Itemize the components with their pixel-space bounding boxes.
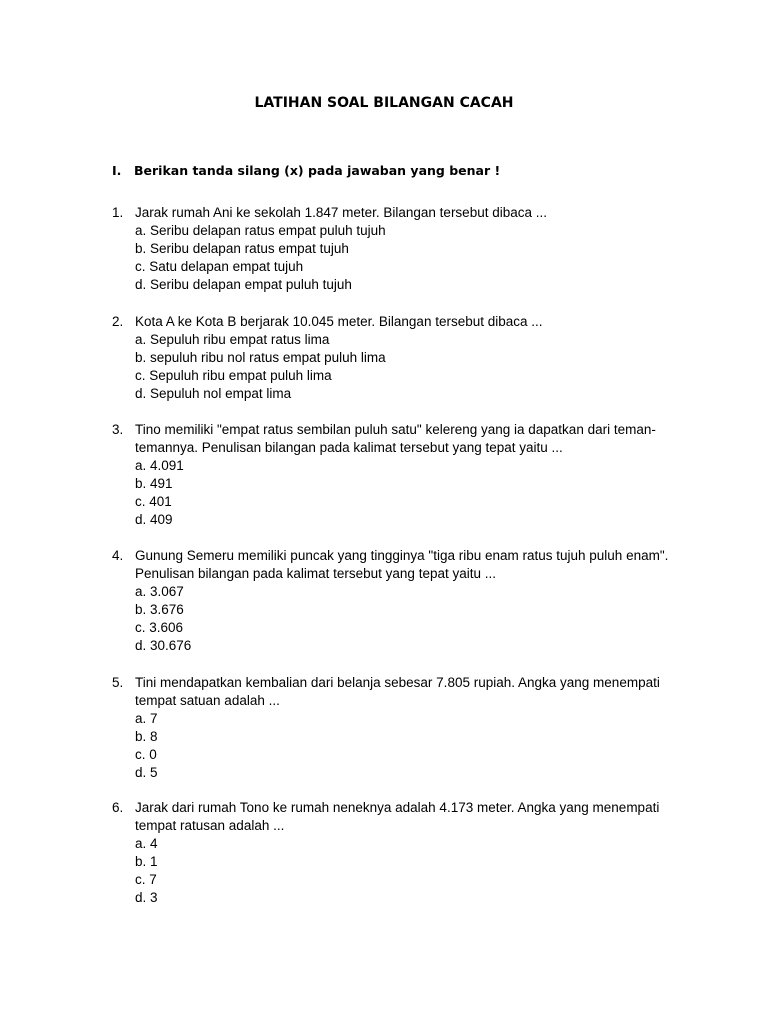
question-number: 5.: [112, 675, 124, 690]
question-4: [112, 547, 692, 655]
question-text: Tino memiliki "empat ratus sembilan puluh satu" kelereng yang ia dapatkan dari teman-temannya. Penulisan bilangan pada kalimat tersebut yang tepat yaitu ...: [135, 422, 656, 455]
question-number: 3.: [112, 422, 124, 437]
option-d: d. 409: [135, 512, 173, 527]
option-b: b. Seribu delapan ratus empat tujuh: [135, 241, 349, 256]
option-d: d. Sepuluh nol empat lima: [135, 386, 292, 401]
question-text: Jarak rumah Ani ke sekolah 1.847 meter. Bilangan tersebut dibaca ...: [135, 205, 547, 220]
question-text: Jarak dari rumah Tono ke rumah neneknya adalah 4.173 meter. Angka yang menempati tempat ratusan adalah ...: [135, 800, 660, 833]
option-d: d. 5: [135, 765, 158, 780]
section-instruction-text: Berikan tanda silang (x) pada jawaban yang benar !: [134, 163, 501, 178]
option-b: b. 8: [135, 729, 158, 744]
option-d: d. Seribu delapan empat puluh tujuh: [135, 277, 352, 292]
section-instruction: [112, 163, 500, 178]
option-a: a. 4: [135, 836, 158, 851]
page-title: LATIHAN SOAL BILANGAN CACAH: [254, 95, 514, 111]
option-a: a. Seribu delapan ratus empat puluh tujuh: [135, 223, 386, 238]
section-numeral: I.: [112, 163, 122, 178]
question-2: [112, 313, 692, 403]
option-b: b. 1: [135, 854, 158, 869]
question-text: Tini mendapatkan kembalian dari belanja sebesar 7.805 rupiah. Angka yang menempati tempat satuan adalah ...: [135, 675, 660, 708]
option-c: c. 401: [135, 494, 172, 509]
option-c: c. Sepuluh ribu empat puluh lima: [135, 368, 332, 383]
option-c: c. 0: [135, 747, 157, 762]
question-3: [112, 421, 692, 529]
option-c: c. 3.606: [135, 620, 184, 635]
option-c: c. Satu delapan empat tujuh: [135, 259, 304, 274]
option-b: b. sepuluh ribu nol ratus empat puluh lima: [135, 350, 386, 365]
question-1: [112, 204, 692, 294]
option-a: a. 7: [135, 711, 158, 726]
option-c: c. 7: [135, 872, 157, 887]
question-text: Kota A ke Kota B berjarak 10.045 meter. Bilangan tersebut dibaca ...: [135, 314, 543, 329]
option-a: a. 3.067: [135, 584, 184, 599]
option-b: b. 3.676: [135, 602, 184, 617]
option-a: a. Sepuluh ribu empat ratus lima: [135, 332, 330, 347]
question-text: Gunung Semeru memiliki puncak yang tingginya "tiga ribu enam ratus tujuh puluh enam". Penulisan bilangan pada kalimat tersebut yang tepat yaitu ...: [135, 548, 669, 581]
question-number: 6.: [112, 800, 124, 815]
question-number: 1.: [112, 205, 124, 220]
option-b: b. 491: [135, 476, 173, 491]
question-number: 2.: [112, 314, 124, 329]
option-d: d. 3: [135, 890, 158, 905]
option-d: d. 30.676: [135, 638, 192, 653]
option-a: a. 4.091: [135, 458, 184, 473]
question-6: [112, 799, 692, 907]
question-5: [112, 674, 692, 782]
question-number: 4.: [112, 548, 124, 563]
